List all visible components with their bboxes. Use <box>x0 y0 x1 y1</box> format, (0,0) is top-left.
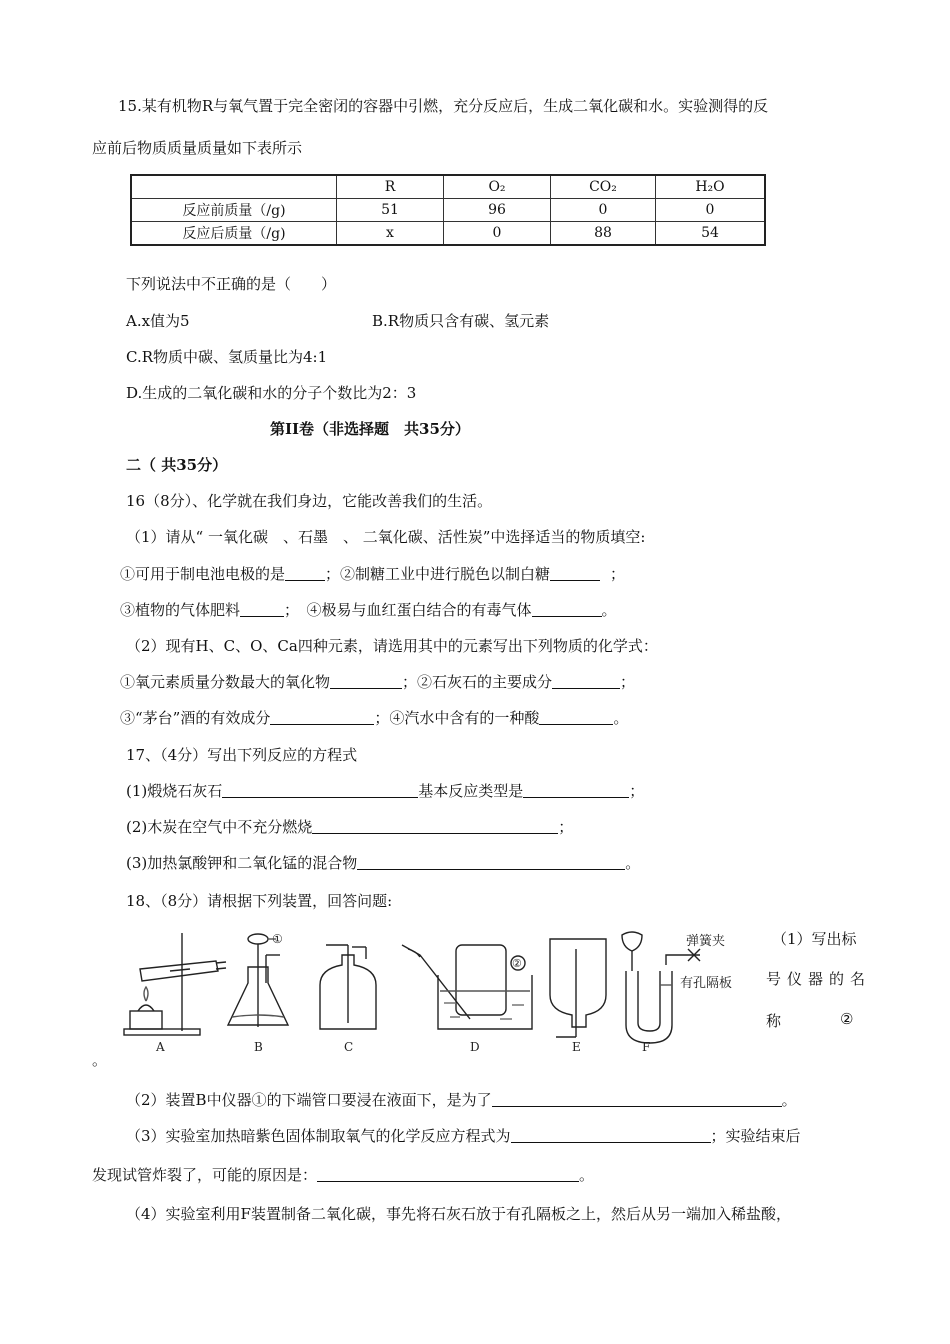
section-title: 第II卷（非选择题 共35分） <box>270 420 470 438</box>
table-header-cell: H₂O <box>656 175 766 199</box>
answer-blank[interactable] <box>492 1090 782 1107</box>
apparatus-a-icon <box>124 933 226 1035</box>
q16-stem: 16（8分）、化学就在我们身边，它能改善我们的生活。 <box>126 492 493 510</box>
answer-blank[interactable] <box>285 564 325 581</box>
q17-line1: (1)煅烧石灰石 基本反应类型是 ； <box>126 782 645 800</box>
table-header-cell: O₂ <box>444 175 551 199</box>
answer-blank[interactable] <box>532 600 602 617</box>
q18-line3-cont: 发现试管炸裂了，可能的原因是： 。 <box>92 1166 595 1184</box>
q18-line3: （3）实验室加热暗紫色固体制取氧气的化学反应方程式为 ；实验结束后 <box>126 1127 801 1145</box>
q16-line4: ③“茅台”酒的有效成分 ；④汽水中含有的一种酸 。 <box>120 709 629 727</box>
answer-blank[interactable] <box>552 672 620 689</box>
q17-line3: (3)加热氯酸钾和二氧化锰的混合物 。 <box>126 854 641 872</box>
table-cell: 反应后质量（/g) <box>131 222 337 246</box>
q15-option-d: D.生成的二氧化碳和水的分子个数比为2：3 <box>126 384 417 402</box>
apparatus-label: D <box>470 1040 480 1054</box>
table-cell: 96 <box>444 199 551 222</box>
q15-line1: 15.某有机物R与氧气置于完全密闭的容器中引燃，充分反应后，生成二氧化碳和水。实验测得的反 <box>118 97 769 115</box>
answer-blank[interactable] <box>240 600 284 617</box>
q15-option-b: B.R物质只含有碳、氢元素 <box>372 312 550 330</box>
answer-blank[interactable] <box>357 853 625 870</box>
table-cell: 0 <box>551 199 656 222</box>
table-cell: 88 <box>551 222 656 246</box>
spring-clip-label: 弹簧夹 <box>686 934 726 949</box>
answer-blank[interactable] <box>511 1126 711 1143</box>
porous-plate-label: 有孔隔板 <box>680 976 733 991</box>
table-header-cell: R <box>337 175 444 199</box>
table-row <box>131 199 765 222</box>
apparatus-label: E <box>572 1040 581 1054</box>
q16-sub1: （1）请从“ 一氧化碳 、石墨 、 二氧化碳、活性炭”中选择适当的物质填空: <box>126 528 646 546</box>
apparatus-figure <box>120 925 760 1055</box>
instrument-mark-1: ① <box>272 932 283 946</box>
table-cell: 54 <box>656 222 766 246</box>
table-row <box>131 222 765 246</box>
answer-blank[interactable] <box>550 564 600 581</box>
table-cell: 51 <box>337 199 444 222</box>
table-cell: x <box>337 222 444 246</box>
table-cell: 0 <box>656 199 766 222</box>
q18-line2: （2）装置B中仪器①的下端管口要浸在液面下，是为了 。 <box>126 1091 797 1109</box>
q17-stem: 17、（4分）写出下列反应的方程式 <box>126 746 358 764</box>
table-cell: 0 <box>444 222 551 246</box>
apparatus-label: F <box>642 1040 651 1054</box>
mass-table <box>130 174 766 246</box>
q15-option-a: A.x值为5 <box>126 312 190 330</box>
part-title: 二（ 共35分） <box>126 456 228 474</box>
q15-line2: 应前后物质质量质量如下表所示 <box>92 139 303 157</box>
table-header-row <box>131 175 765 199</box>
answer-blank[interactable] <box>270 708 374 725</box>
q16-line2: ③植物的气体肥料 ； ④极易与血红蛋白结合的有毒气体 。 <box>120 601 617 619</box>
q18-end-mark: 。 <box>92 1051 108 1069</box>
q16-line1: ①可用于制电池电极的是 ；②制糖工业中进行脱色以制白糖 ； <box>120 565 626 583</box>
table-cell: 反应前质量（/g) <box>131 199 337 222</box>
q15-option-c: C.R物质中碳、氢质量比为4:1 <box>126 348 328 366</box>
apparatus-label: A <box>156 1040 165 1054</box>
q18-side-line3a: 称 <box>766 1012 782 1030</box>
table-header-cell: CO₂ <box>551 175 656 199</box>
q18-side-line1: （1）写出标 <box>772 930 857 948</box>
answer-blank[interactable] <box>330 672 402 689</box>
apparatus-label: B <box>254 1040 263 1054</box>
apparatus-label: C <box>344 1040 354 1054</box>
instrument-mark-2: ② <box>512 957 522 970</box>
q16-line3: ①氧元素质量分数最大的氧化物 ；②石灰石的主要成分 ； <box>120 673 636 691</box>
q18-stem: 18、（8分）请根据下列装置，回答问题: <box>126 892 393 910</box>
apparatus-e-icon <box>550 939 606 1037</box>
q15-question: 下列说法中不正确的是（ ） <box>126 275 337 293</box>
table-header-cell <box>131 175 337 199</box>
apparatus-b-icon <box>228 934 288 1027</box>
q18-side-line3b: ② <box>840 1010 854 1028</box>
q16-sub2: （2）现有H、C、O、Ca四种元素，请选用其中的元素写出下列物质的化学式： <box>126 637 658 655</box>
apparatus-c-icon <box>320 945 376 1029</box>
answer-blank[interactable] <box>317 1165 579 1182</box>
q18-side-line2: 号仪器的名 <box>766 970 872 988</box>
answer-blank[interactable] <box>523 781 629 798</box>
answer-blank[interactable] <box>222 781 418 798</box>
answer-blank[interactable] <box>312 817 558 834</box>
q17-line2: (2)木炭在空气中不充分燃烧 ； <box>126 818 574 836</box>
q18-line4: （4）实验室利用F装置制备二氧化碳，事先将石灰石放于有孔隔板之上，然后从另一端加入稀盐酸， <box>126 1205 791 1223</box>
answer-blank[interactable] <box>539 708 613 725</box>
